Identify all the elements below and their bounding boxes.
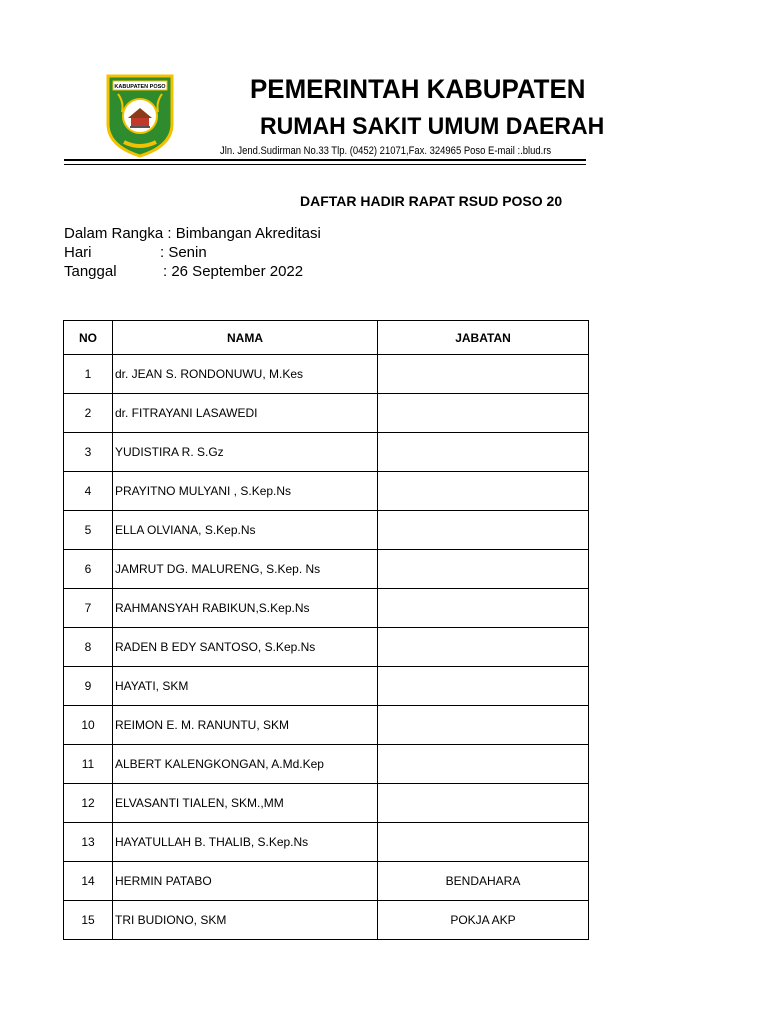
row-no: 13 — [64, 823, 113, 862]
table-row — [64, 472, 589, 511]
row-no: 3 — [64, 433, 113, 472]
header-nama: NAMA — [113, 321, 378, 355]
row-no: 5 — [64, 511, 113, 550]
row-jabatan: BENDAHARA — [378, 862, 589, 901]
hari-value: : Senin — [160, 244, 207, 261]
row-jabatan — [378, 823, 589, 862]
row-nama: TRI BUDIONO, SKM — [113, 901, 378, 940]
row-jabatan — [378, 706, 589, 745]
header-divider-thin — [64, 164, 586, 165]
table-row — [64, 706, 589, 745]
row-jabatan — [378, 394, 589, 433]
header-title-line1: PEMERINTAH KABUPATEN — [250, 74, 586, 104]
row-jabatan — [378, 511, 589, 550]
row-nama: RADEN B EDY SANTOSO, S.Kep.Ns — [113, 628, 378, 667]
row-nama: REIMON E. M. RANUNTU, SKM — [113, 706, 378, 745]
info-hari — [64, 244, 207, 261]
row-no: 7 — [64, 589, 113, 628]
table-row — [64, 784, 589, 823]
row-no: 14 — [64, 862, 113, 901]
attendance-table — [63, 320, 589, 940]
row-nama: HAYATI, SKM — [113, 667, 378, 706]
table-row — [64, 511, 589, 550]
header-title-line2: RUMAH SAKIT UMUM DAERAH — [260, 113, 605, 140]
tanggal-label: Tanggal — [64, 263, 117, 280]
row-jabatan — [378, 745, 589, 784]
row-no: 6 — [64, 550, 113, 589]
row-no: 12 — [64, 784, 113, 823]
row-no: 1 — [64, 355, 113, 394]
table-row — [64, 550, 589, 589]
row-nama: ELLA OLVIANA, S.Kep.Ns — [113, 511, 378, 550]
row-jabatan — [378, 550, 589, 589]
row-nama: RAHMANSYAH RABIKUN,S.Kep.Ns — [113, 589, 378, 628]
row-no: 4 — [64, 472, 113, 511]
kabupaten-poso-emblem — [104, 72, 176, 158]
document-title: DAFTAR HADIR RAPAT RSUD POSO 20 — [300, 193, 563, 209]
hari-label: Hari — [64, 244, 92, 261]
row-nama: YUDISTIRA R. S.Gz — [113, 433, 378, 472]
header-jabatan: JABATAN — [378, 321, 589, 355]
row-jabatan — [378, 355, 589, 394]
row-no: 8 — [64, 628, 113, 667]
row-nama: ALBERT KALENGKONGAN, A.Md.Kep — [113, 745, 378, 784]
table-header-row — [64, 321, 589, 355]
row-no: 9 — [64, 667, 113, 706]
header-divider-thick — [64, 159, 586, 161]
row-nama: PRAYITNO MULYANI , S.Kep.Ns — [113, 472, 378, 511]
row-nama: dr. FITRAYANI LASAWEDI — [113, 394, 378, 433]
table-row — [64, 355, 589, 394]
row-nama: dr. JEAN S. RONDONUWU, M.Kes — [113, 355, 378, 394]
row-jabatan — [378, 628, 589, 667]
table-row — [64, 628, 589, 667]
row-jabatan — [378, 433, 589, 472]
header-no: NO — [64, 321, 113, 355]
table-row — [64, 823, 589, 862]
table-row — [64, 667, 589, 706]
rangka-value: : Bimbangan Akreditasi — [167, 225, 321, 242]
table-row — [64, 394, 589, 433]
info-tanggal — [64, 263, 303, 280]
row-no: 10 — [64, 706, 113, 745]
svg-text:KABUPATEN POSO: KABUPATEN POSO — [114, 84, 166, 90]
row-no: 11 — [64, 745, 113, 784]
table-row — [64, 589, 589, 628]
tanggal-value: : 26 September 2022 — [163, 263, 304, 280]
row-jabatan: POKJA AKP — [378, 901, 589, 940]
row-nama: JAMRUT DG. MALURENG, S.Kep. Ns — [113, 550, 378, 589]
row-jabatan — [378, 589, 589, 628]
row-nama: HERMIN PATABO — [113, 862, 378, 901]
row-jabatan — [378, 784, 589, 823]
row-jabatan — [378, 472, 589, 511]
table-row — [64, 862, 589, 901]
header-address: Jln. Jend.Sudirman No.33 Tlp. (0452) 21071,Fax. 324965 Poso E-mail :.blud.rs — [220, 145, 552, 157]
rangka-label: Dalam Rangka — [64, 225, 164, 242]
table-row — [64, 901, 589, 940]
table-row — [64, 433, 589, 472]
row-jabatan — [378, 667, 589, 706]
row-nama: ELVASANTI TIALEN, SKM.,MM — [113, 784, 378, 823]
table-row — [64, 745, 589, 784]
info-rangka — [64, 225, 321, 242]
row-no: 15 — [64, 901, 113, 940]
row-nama: HAYATULLAH B. THALIB, S.Kep.Ns — [113, 823, 378, 862]
row-no: 2 — [64, 394, 113, 433]
